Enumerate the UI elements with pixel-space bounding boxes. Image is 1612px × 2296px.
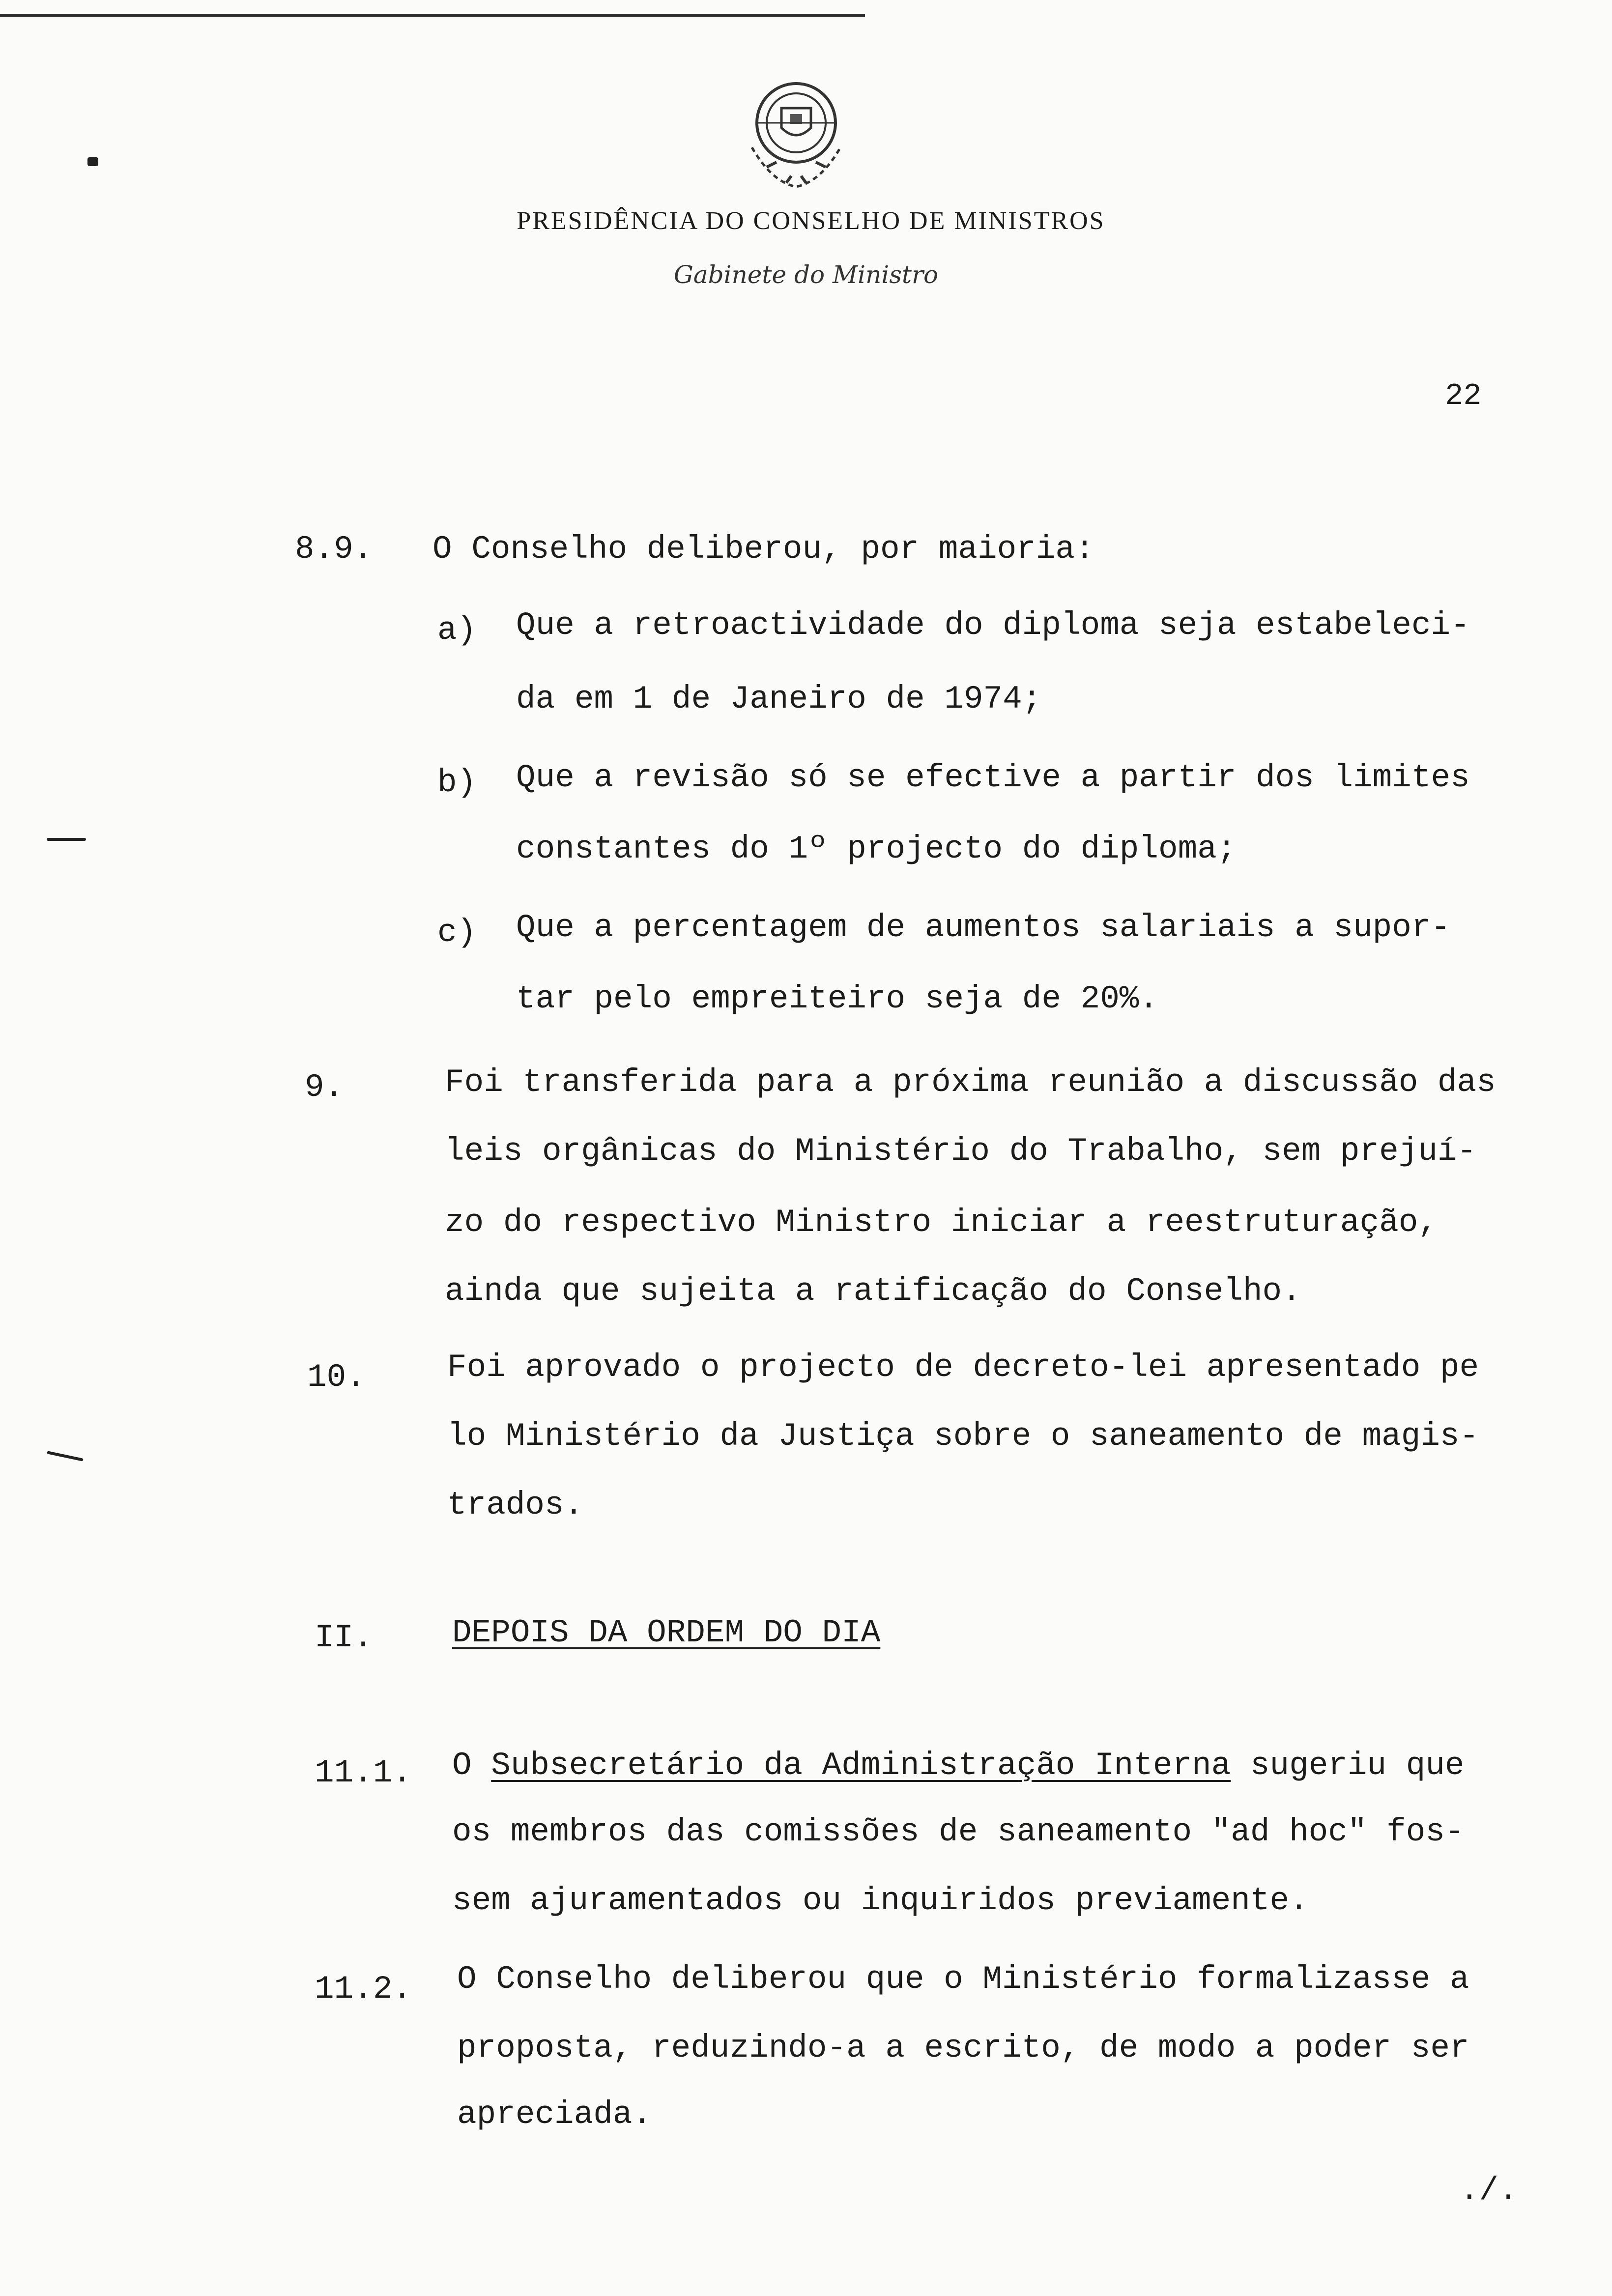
- punch-hole-mark: [47, 1451, 84, 1461]
- scan-speck: [87, 157, 98, 166]
- paragraph-line: lo Ministério da Justiça sobre o saneamento de magis-: [447, 1418, 1479, 1455]
- paragraph-line: Que a retroactividade do diploma seja estabeleci-: [516, 607, 1470, 644]
- item-number: b): [437, 764, 477, 801]
- paragraph-line: [452, 1747, 1465, 1784]
- item-number: 8.9.: [295, 531, 373, 568]
- item-number: 10.: [307, 1359, 366, 1396]
- paragraph-line: Que a revisão só se efective a partir dos limites: [516, 759, 1470, 796]
- item-number: 11.1.: [315, 1754, 412, 1791]
- paragraph-line: leis orgânicas do Ministério do Trabalho, sem prejuí-: [445, 1133, 1477, 1170]
- item-number: 11.2.: [315, 1971, 412, 2008]
- paragraph-line: Que a percentagem de aumentos salariais a supor-: [516, 909, 1451, 946]
- page-number: 22: [1445, 378, 1482, 413]
- paragraph-line: os membros das comissões de saneamento "ad hoc" fos-: [452, 1813, 1465, 1850]
- paragraph-line: trados.: [447, 1487, 584, 1523]
- header-subtitle: Gabinete do Ministro: [673, 260, 939, 289]
- paragraph-line: zo do respectivo Ministro iniciar a reestruturação,: [445, 1204, 1438, 1241]
- top-rule: [0, 14, 865, 17]
- header-title: PRESIDÊNCIA DO CONSELHO DE MINISTROS: [517, 207, 1105, 235]
- paragraph-line: constantes do 1º projecto do diploma;: [516, 831, 1237, 867]
- item-number: c): [437, 914, 477, 951]
- paragraph-line: sem ajuramentados ou inquiridos previamente.: [452, 1882, 1309, 1919]
- paragraph-line: proposta, reduzindo-a a escrito, de modo a poder ser: [457, 2030, 1469, 2066]
- paragraph-line: tar pelo empreiteiro seja de 20%.: [516, 980, 1159, 1017]
- coat-of-arms-icon: [732, 74, 860, 201]
- paragraph-line: Foi transferida para a próxima reunião a discussão das: [445, 1064, 1496, 1101]
- continuation-mark: ./.: [1460, 2172, 1518, 2209]
- paragraph-line: O Conselho deliberou, por maioria:: [432, 531, 1094, 568]
- item-number: 9.: [305, 1069, 344, 1106]
- section-number: II.: [315, 1619, 373, 1656]
- paragraph-line: Foi aprovado o projecto de decreto-lei apresentado pe: [447, 1349, 1479, 1386]
- text-run: sugeriu que: [1231, 1747, 1465, 1784]
- paragraph-line: ainda que sujeita a ratificação do Conselho.: [445, 1273, 1301, 1310]
- paragraph-line: da em 1 de Janeiro de 1974;: [516, 681, 1042, 718]
- paragraph-line: apreciada.: [457, 2096, 652, 2133]
- paragraph-line: O Conselho deliberou que o Ministério formalizasse a: [457, 1961, 1469, 1998]
- punch-hole-mark: [47, 838, 86, 841]
- underlined-title: Subsecretário da Administração Interna: [491, 1747, 1231, 1784]
- section-heading: DEPOIS DA ORDEM DO DIA: [452, 1614, 881, 1651]
- text-run: O: [452, 1747, 491, 1784]
- item-number: a): [437, 612, 477, 649]
